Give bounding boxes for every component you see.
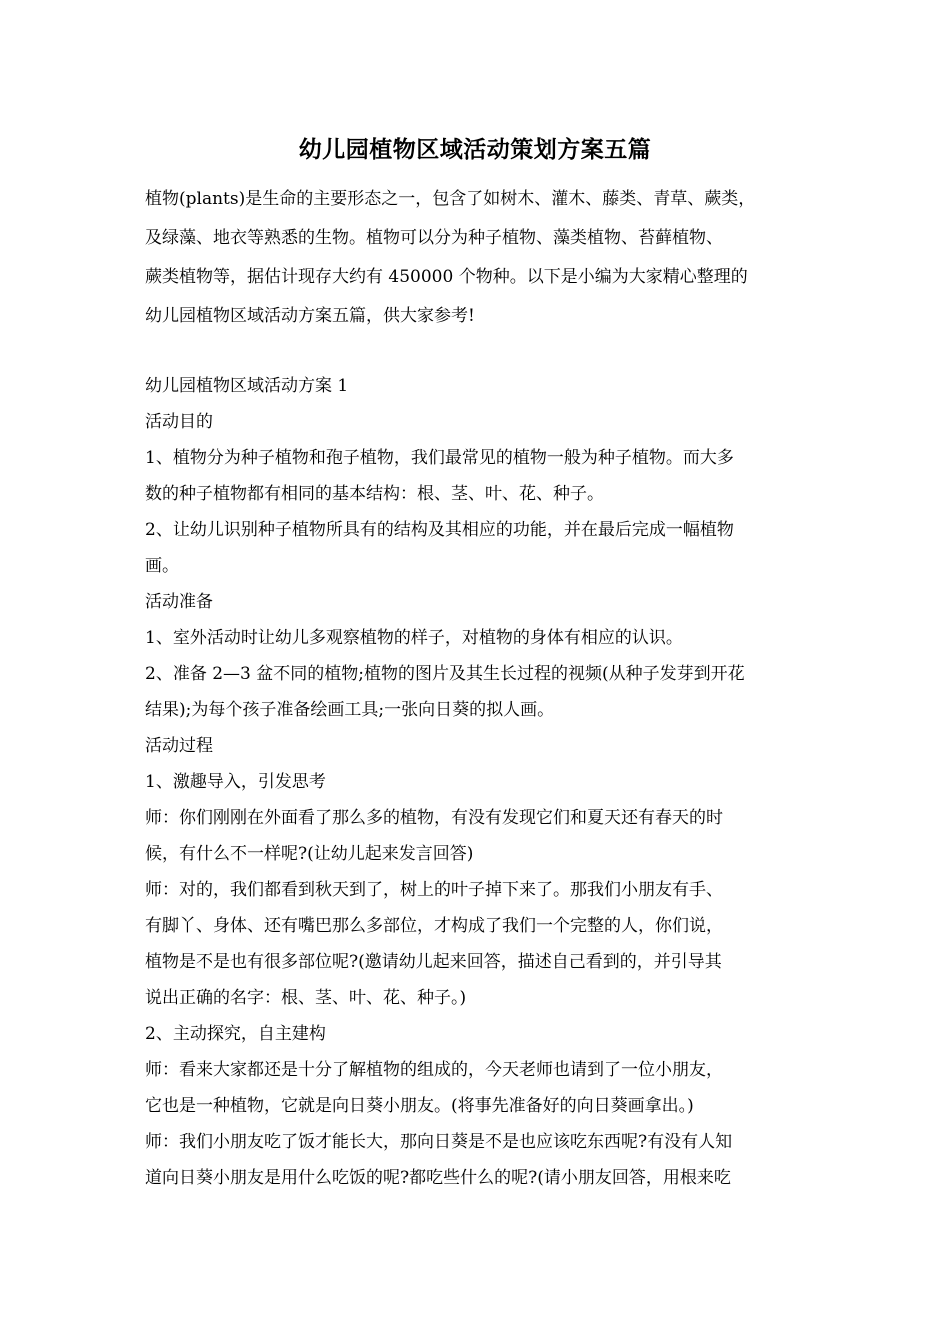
- intro-line: 幼儿园植物区域活动方案五篇，供大家参考!: [145, 306, 475, 326]
- intro-line: 及绿藻、地衣等熟悉的生物。植物可以分为种子植物、藻类植物、苔藓植物、: [145, 228, 723, 248]
- intro-paragraph: [145, 180, 817, 336]
- body-line: 它也是一种植物，它就是向日葵小朋友。(将事先准备好的向日葵画拿出。): [145, 1096, 694, 1116]
- section-heading: 活动准备: [145, 592, 213, 612]
- intro-line: 植物(plants)是生命的主要形态之一，包含了如树木、灌木、藤类、青草、蕨类，: [145, 189, 756, 209]
- body-line: 1、室外活动时让幼儿多观察植物的样子，对植物的身体有相应的认识。: [145, 628, 683, 648]
- body-line: 师：看来大家都还是十分了解植物的组成的，今天老师也请到了一位小朋友，: [145, 1060, 723, 1080]
- section-heading: 幼儿园植物区域活动方案 1: [145, 376, 349, 396]
- body-line: 2、主动探究，自主建构: [145, 1024, 326, 1044]
- body-line: 数的种子植物都有相同的基本结构：根、茎、叶、花、种子。: [145, 484, 604, 504]
- body-line: 师：对的，我们都看到秋天到了，树上的叶子掉下来了。那我们小朋友有手、: [145, 880, 723, 900]
- document-body: [145, 368, 817, 1196]
- body-line: 师：我们小朋友吃了饭才能长大，那向日葵是不是也应该吃东西呢?有没有人知: [145, 1132, 733, 1152]
- intro-line: 蕨类植物等，据估计现存大约有 450000 个物种。以下是小编为大家精心整理的: [145, 267, 748, 287]
- section-heading: 活动目的: [145, 412, 213, 432]
- body-line: 师：你们刚刚在外面看了那么多的植物，有没有发现它们和夏天还有春天的时: [145, 808, 723, 828]
- body-line: 说出正确的名字：根、茎、叶、花、种子。): [145, 988, 467, 1008]
- body-line: 2、准备 2—3 盆不同的植物;植物的图片及其生长过程的视频(从种子发芽到开花: [145, 664, 745, 684]
- body-line: 道向日葵小朋友是用什么吃饭的呢?都吃些什么的呢?(请小朋友回答，用根来吃: [145, 1168, 731, 1188]
- body-line: 1、植物分为种子植物和孢子植物，我们最常见的植物一般为种子植物。而大多: [145, 448, 734, 468]
- body-line: 候，有什么不一样呢?(让幼儿起来发言回答): [145, 844, 474, 864]
- body-line: 2、让幼儿识别种子植物所具有的结构及其相应的功能，并在最后完成一幅植物: [145, 520, 734, 540]
- body-line: 1、激趣导入，引发思考: [145, 772, 326, 792]
- body-line: 结果);为每个孩子准备绘画工具;一张向日葵的拟人画。: [145, 700, 555, 720]
- body-line: 有脚丫、身体、还有嘴巴那么多部位，才构成了我们一个完整的人，你们说，: [145, 916, 723, 936]
- body-line: 植物是不是也有很多部位呢?(邀请幼儿起来回答，描述自己看到的，并引导其: [145, 952, 722, 972]
- document-title: 幼儿园植物区域活动策划方案五篇: [298, 136, 652, 163]
- body-line: 画。: [145, 556, 179, 576]
- section-heading: 活动过程: [145, 736, 213, 756]
